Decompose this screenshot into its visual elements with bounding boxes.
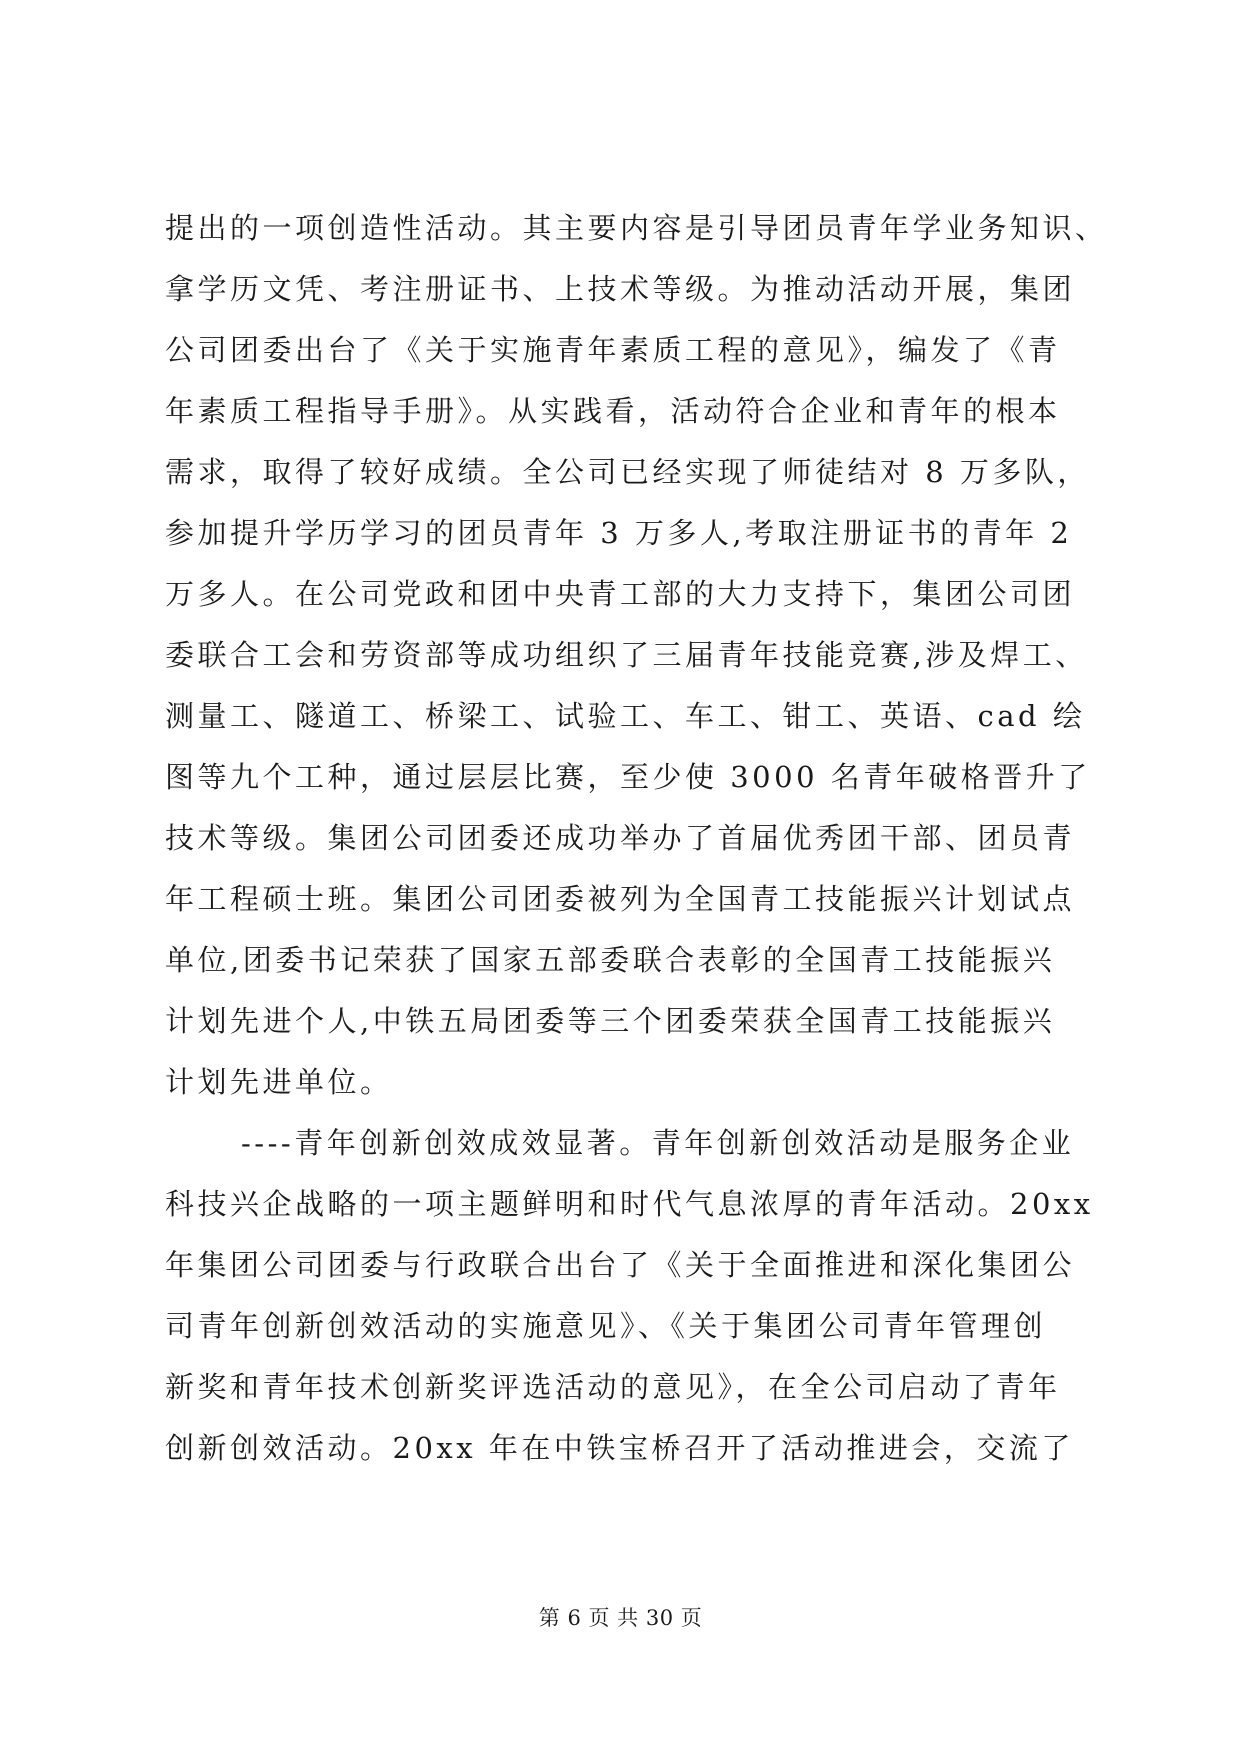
text-line: 计划先进单位。 bbox=[165, 1065, 393, 1099]
text-line: 需求，取得了较好成绩。全公司已经实现了师徒结对 8 万多队， bbox=[165, 455, 1090, 489]
text-line: 司青年创新创效活动的实施意见》、《关于集团公司青年管理创 bbox=[165, 1309, 1047, 1343]
page-number-footer: 第 6 页 共 30 页 bbox=[538, 1606, 703, 1630]
text-line: 公司团委出台了《关于实施青年素质工程的意见》，编发了《青 bbox=[165, 333, 1061, 367]
text-line: 委联合工会和劳资部等成功组织了三届青年技能竞赛,涉及焊工、 bbox=[165, 638, 1088, 672]
body-text bbox=[165, 198, 1108, 1479]
text-line: 测量工、隧道工、桥梁工、试验工、车工、钳工、英语、cad 绘 bbox=[165, 699, 1086, 733]
text-line: 拿学历文凭、考注册证书、上技术等级。为推动活动开展，集团 bbox=[165, 272, 1076, 306]
text-line: 科技兴企战略的一项主题鲜明和时代气息浓厚的青年活动。20xx bbox=[165, 1187, 1094, 1221]
text-line: 创新创效活动。20xx 年在中铁宝桥召开了活动推进会，交流了 bbox=[165, 1431, 1074, 1465]
text-line: 图等九个工种，通过层层比赛，至少使 3000 名青年破格晋升了 bbox=[165, 760, 1091, 794]
text-line: 计划先进个人,中铁五局团委等三个团委荣获全国青工技能振兴 bbox=[165, 1004, 1056, 1038]
text-line: 万多人。在公司党政和团中央青工部的大力支持下，集团公司团 bbox=[165, 577, 1076, 611]
text-line: 提出的一项创造性活动。其主要内容是引导团员青年学业务知识、 bbox=[165, 211, 1108, 245]
text-line: 新奖和青年技术创新奖评选活动的意见》，在全公司启动了青年 bbox=[165, 1370, 1061, 1404]
text-line: 年工程硕士班。集团公司团委被列为全国青工技能振兴计划试点 bbox=[165, 882, 1076, 916]
text-line: 技术等级。集团公司团委还成功举办了首届优秀团干部、团员青 bbox=[165, 821, 1076, 855]
text-line: 年集团公司团委与行政联合出台了《关于全面推进和深化集团公 bbox=[165, 1248, 1076, 1282]
paragraph-start-line: ----青年创新创效成效显著。青年创新创效活动是服务企业 bbox=[241, 1126, 1075, 1160]
text-line: 单位,团委书记荣获了国家五部委联合表彰的全国青工技能振兴 bbox=[165, 943, 1056, 977]
text-line: 参加提升学历学习的团员青年 3 万多人,考取注册证书的青年 2 bbox=[165, 516, 1073, 550]
text-line: 年素质工程指导手册》。从实践看，活动符合企业和青年的根本 bbox=[165, 394, 1061, 428]
